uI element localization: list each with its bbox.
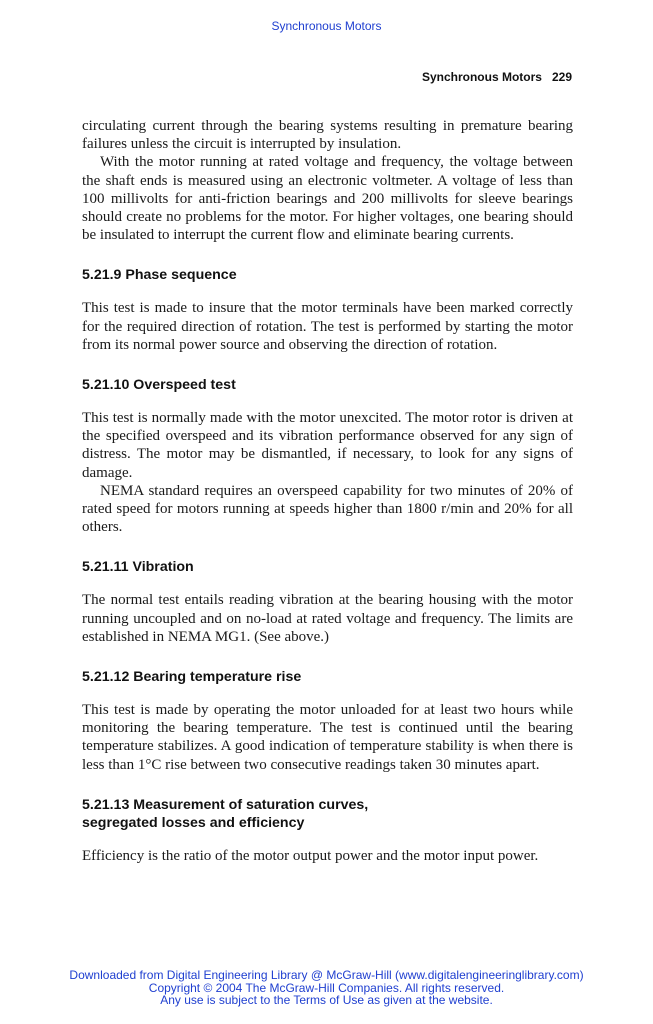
running-head [422,70,572,84]
footer-notice [0,969,653,1007]
footer-terms-link[interactable]: Any use is subject to the Terms of Use as given at the website. [160,993,493,1007]
footer-copyright: Copyright © 2004 The McGraw-Hill Companies. All rights reserved. [148,980,505,995]
paragraph: Efficiency is the ratio of the motor output power and the motor input power. [82,847,539,864]
paragraph: circulating current through the bearing systems resulting in premature bearing failures unless the circuit is interrupted by insulation. [82,118,573,153]
top-title-link[interactable]: Synchronous Motors [271,19,382,33]
section-heading [82,796,573,832]
footer-download-link[interactable]: Downloaded from Digital Engineering Library @ McGraw-Hill (www.digitalengineeringlibrary.com) [69,968,584,982]
page-number: 229 [551,70,572,84]
running-title: Synchronous Motors [421,70,542,84]
paragraph: With the motor running at rated voltage and frequency, the voltage between the shaft ends is measured using an electronic voltmeter. A voltage of less than 100 millivolts for anti-friction bearings and 200 millivolts for sleeve bearings should create no problems for the motor. For higher voltages, one bearing should be insulated to interrupt the current flow and eliminate bearing currents. [82,154,573,244]
page-body [82,117,573,865]
paragraph: This test is normally made with the motor unexcited. The motor rotor is driven at the specified overspeed and its vibration performance observed for any sign of distress. The motor may be dismantled, if necessary, to look for any signs of damage. [82,410,573,481]
section-heading: 5.21.10 Overspeed test [82,377,236,394]
paragraph: This test is made to insure that the motor terminals have been marked correctly for the required direction of rotation. The test is performed by starting the motor from its normal power source and observing the direction of rotation. [82,300,573,353]
section-heading-line: segregated losses and efficiency [82,814,305,831]
paragraph: The normal test entails reading vibration at the bearing housing with the motor running uncoupled and on no-load at rated voltage and frequency. The limits are established in NEMA MG1. (See above.) [82,592,573,645]
paragraph: NEMA standard requires an overspeed capability for two minutes of 20% of rated speed for motors running at speeds higher than 1800 r/min and 20% for all others. [82,482,573,536]
paragraph: This test is made by operating the motor unloaded for at least two hours while monitoring the bearing temperature. The test is continued until the bearing temperature stabilizes. A good indication of temperature stability is when there is less than 1°C rise between two consecutive readings taken 30 minutes apart. [82,702,573,773]
section-heading-line: 5.21.13 Measurement of saturation curves, [82,796,369,813]
section-heading: 5.21.9 Phase sequence [82,267,237,284]
section-heading: 5.21.11 Vibration [82,559,194,576]
section-heading: 5.21.12 Bearing temperature rise [82,669,302,686]
